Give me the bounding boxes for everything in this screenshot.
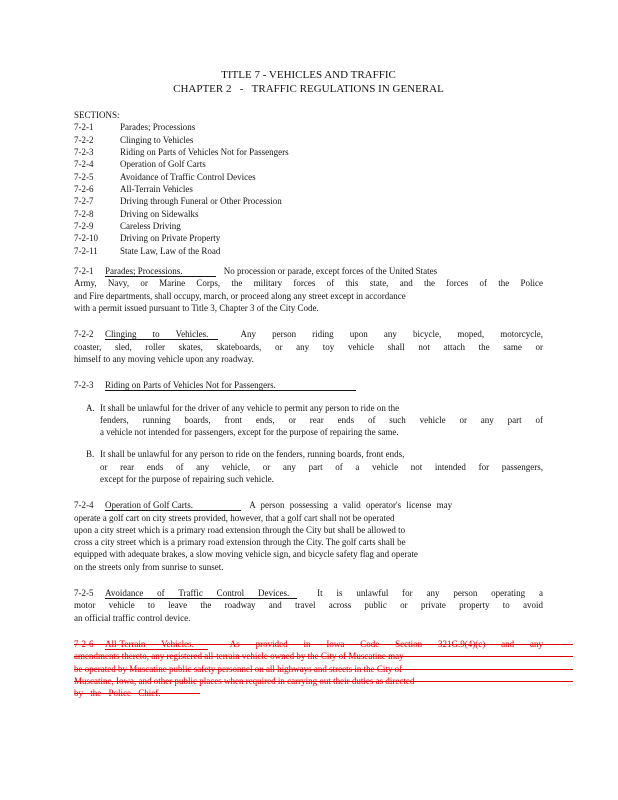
section-number: 7-2-2 <box>74 329 94 340</box>
toc-item-title: Operation of Golf Carts <box>120 159 206 170</box>
page-content <box>74 69 543 699</box>
toc-item-title: Careless Driving <box>120 221 181 232</box>
section-7-2-4 <box>74 499 543 573</box>
section-text-line: on the streets only from sunrise to sunset. <box>74 561 224 572</box>
toc-item-number: 7-2-8 <box>74 208 94 219</box>
toc-row <box>74 171 543 183</box>
section-heading-line <box>74 379 543 391</box>
section-heading-line <box>74 265 543 277</box>
toc-item-number: 7-2-10 <box>74 233 98 244</box>
toc-row <box>74 146 543 158</box>
toc-item-title: All-Terrain Vehicles <box>120 184 193 195</box>
section-text-line: or rear ends of any vehicle, or any part of a vehicle not intended for passengers, <box>100 461 543 472</box>
section-heading-rest: It is unlawful for any person operating a <box>317 588 544 599</box>
toc-item-number: 7-2-2 <box>74 134 94 145</box>
section-text-line: It shall be unlawful for any person to ride on the fenders, running boards, front ends, <box>100 449 405 460</box>
toc-item-number: 7-2-5 <box>74 171 94 182</box>
section-number: 7-2-4 <box>74 500 94 511</box>
sections-index-heading: SECTIONS: <box>74 110 120 120</box>
toc-row <box>74 195 543 207</box>
toc-item-title: Parades; Processions <box>120 122 196 133</box>
toc-row <box>74 183 543 195</box>
section-heading: Parades; Processions. <box>105 266 216 277</box>
section-text-line: a vehicle not intended for passengers, except for the purpose of repairing the same. <box>100 427 399 438</box>
page-title-line-2: CHAPTER 2 - TRAFFIC REGULATIONS IN GENERAL <box>173 82 444 95</box>
section-number: 7-2-6 <box>74 638 94 649</box>
subsection-label: B. <box>86 449 95 460</box>
toc-list <box>74 121 543 257</box>
section-heading-line <box>74 587 543 599</box>
section-heading-rest: No procession or parade, except forces of the United States <box>223 266 438 277</box>
section-text-line: operate a golf cart on city streets provided, however, that a golf cart shall not be operated <box>74 512 395 523</box>
section-heading: Clinging to Vehicles. <box>105 329 218 340</box>
page-title-line-1: TITLE 7 - VEHICLES AND TRAFFIC <box>221 69 396 81</box>
section-text-line: except for the purpose of repairing such vehicle. <box>100 473 274 484</box>
section-text-line: amendments thereto, any registered all-terrain vehicle owned by the City of Muscatine may <box>74 650 543 662</box>
toc-row <box>74 158 543 170</box>
heading-underline-extension <box>289 588 297 596</box>
toc-item-title: Driving through Funeral or Other Procession <box>120 196 282 207</box>
heading-underline-extension <box>194 639 208 647</box>
toc-item-title: Clinging to Vehicles <box>120 134 194 145</box>
section-text-line: motor vehicle to leave the roadway and travel across public or private property to avoid <box>74 600 543 611</box>
section-heading: Operation of Golf Carts. <box>105 500 241 511</box>
toc-item-number: 7-2-7 <box>74 196 94 207</box>
toc-row <box>74 232 543 244</box>
subsection-body <box>100 448 543 485</box>
toc-row <box>74 208 543 220</box>
heading-underline-extension <box>193 500 241 508</box>
heading-underline-extension <box>276 380 356 388</box>
section-text-line: equipped with adequate brakes, a slow moving vehicle sign, and bicycle safety flag and operate <box>74 549 418 560</box>
section-heading-rest: Any person riding upon any bicycle, moped, motorcycle, <box>240 329 543 340</box>
section-heading: Riding on Parts of Vehicles Not for Passengers. <box>105 380 356 391</box>
section-number: 7-2-3 <box>74 380 94 391</box>
section-7-2-6 <box>74 638 543 699</box>
subsection-item <box>86 402 543 439</box>
section-text-line: himself to any moving vehicle upon any roadway. <box>74 353 254 364</box>
toc-row <box>74 245 543 257</box>
section-heading-line <box>74 328 543 340</box>
subsection-item <box>86 448 543 485</box>
section-heading: Avoidance of Traffic Control Devices. <box>105 588 297 599</box>
page-title <box>74 69 543 96</box>
subsection-label: A. <box>86 402 95 413</box>
toc-row <box>74 134 543 146</box>
section-number: 7-2-5 <box>74 588 94 599</box>
section-text-line: by the Police Chief. <box>74 687 543 699</box>
toc-item-number: 7-2-6 <box>74 184 94 195</box>
toc-item-title: Riding on Parts of Vehicles Not for Passengers <box>120 147 289 158</box>
toc-row <box>74 121 543 133</box>
section-text-line: and Fire departments, shall occupy, march, or proceed along any street except in accordance <box>74 290 406 301</box>
section-heading-line <box>74 638 543 650</box>
toc-item-title: Avoidance of Traffic Control Devices <box>120 171 256 182</box>
section-number: 7-2-1 <box>74 266 94 277</box>
toc-row <box>74 220 543 232</box>
section-7-2-2 <box>74 328 543 365</box>
section-heading-rest: A person possessing a valid operator's license may <box>249 500 453 511</box>
toc-item-title: Driving on Sidewalks <box>120 208 199 219</box>
section-text-line: fenders, running boards, front ends, or rear ends of such vehicle or any part of <box>100 414 543 425</box>
section-text-line: upon a city street which is a primary road extension through the City but shall be allowed to <box>74 524 406 535</box>
toc-item-number: 7-2-1 <box>74 122 94 133</box>
section-text-line: It shall be unlawful for the driver of any vehicle to permit any person to ride on the <box>100 402 400 413</box>
section-heading-line <box>74 499 543 511</box>
subsection-body <box>100 402 543 439</box>
toc-item-number: 7-2-3 <box>74 147 94 158</box>
section-heading-rest: As provided in Iowa Code Section 321G.9(4)(c) and any <box>229 638 544 649</box>
section-heading: All-Terrain Vehicles. <box>105 639 208 650</box>
section-text-line: Muscatine, Iowa, and other public places when required in carrying out their duties as directed <box>74 675 543 687</box>
section-7-2-5 <box>74 587 543 624</box>
section-text-line: cross a city street which is a primary road extension through the City. The golf carts shall be <box>74 537 406 548</box>
sections-index <box>74 109 543 257</box>
section-7-2-1 <box>74 265 543 314</box>
toc-item-number: 7-2-11 <box>74 245 98 256</box>
heading-underline-extension <box>183 266 216 274</box>
section-text-line: be operated by Muscatine public safety personnel on all highways and streets in the City of <box>74 663 543 675</box>
toc-item-number: 7-2-4 <box>74 159 94 170</box>
toc-item-title: Driving on Private Property <box>120 233 221 244</box>
section-7-2-3 <box>74 379 543 485</box>
sections-container <box>74 265 543 699</box>
heading-underline-extension <box>208 329 218 337</box>
section-text-line: coaster, sled, roller skates, skateboards, or any toy vehicle shall not attach the same or <box>74 341 543 352</box>
toc-item-title: State Law, Law of the Road <box>120 245 221 256</box>
section-text-line: an official traffic control device. <box>74 612 191 623</box>
section-text-line: with a permit issued pursuant to Title 3, Chapter 3 of the City Code. <box>74 303 319 314</box>
toc-item-number: 7-2-9 <box>74 221 94 232</box>
section-text-line: Army, Navy, or Marine Corps, the military forces of this state, and the forces of the Police <box>74 278 543 289</box>
